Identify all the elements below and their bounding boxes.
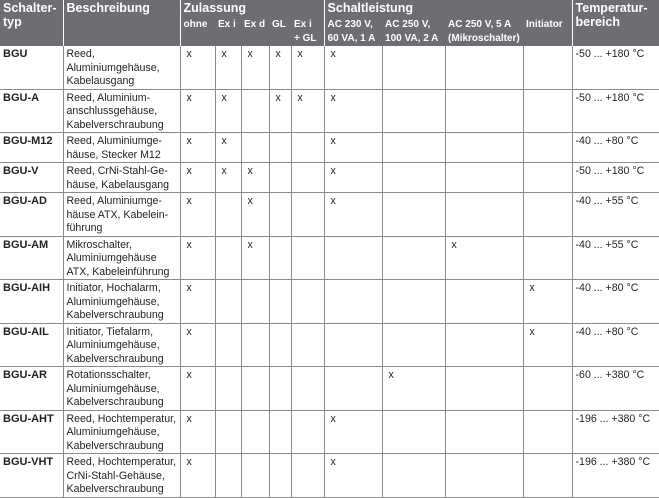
- mark-gl: [269, 133, 291, 163]
- table-row: [0, 133, 659, 163]
- mark-exi: x: [215, 89, 241, 133]
- mark-ac250a: x: [382, 367, 445, 411]
- mark-gl: [269, 236, 291, 280]
- header-ex-d: Ex d: [241, 16, 269, 46]
- description-cell: Mikroschalter, Aluminiumgehäuse ATX, Kabeleinführung: [63, 236, 180, 280]
- description-cell: Initiator, Hochalarm, Aluminiumgehäuse, Kabelverschraubung: [63, 280, 180, 324]
- table-row: [0, 236, 659, 280]
- mark-ac250a: [382, 236, 445, 280]
- description-cell: Reed, Aluminiumge- häuse, Stecker M12: [63, 133, 180, 163]
- table-row: [0, 193, 659, 237]
- mark-ac250b: [445, 454, 523, 498]
- mark-initiator: [523, 454, 572, 498]
- mark-exi: [215, 236, 241, 280]
- mark-ohne: x: [180, 89, 215, 133]
- switch-type-name: BGU-AD: [0, 193, 63, 237]
- mark-ac250b: [445, 163, 523, 193]
- mark-exigl: [291, 133, 324, 163]
- mark-ohne: x: [180, 133, 215, 163]
- mark-ohne: x: [180, 410, 215, 454]
- mark-exd: x: [241, 163, 269, 193]
- table-row: [0, 367, 659, 411]
- switch-type-name: BGU-V: [0, 163, 63, 193]
- temperature-range: -60 ... +380 °C: [572, 367, 659, 411]
- table-row: [0, 46, 659, 89]
- mark-initiator: [523, 163, 572, 193]
- temperature-range: -196 ... +380 °C: [572, 410, 659, 454]
- mark-exigl: [291, 280, 324, 324]
- mark-ac250a: [382, 410, 445, 454]
- switch-type-name: BGU-AR: [0, 367, 63, 411]
- temperature-range: -40 ... +80 °C: [572, 133, 659, 163]
- mark-initiator: [523, 46, 572, 89]
- mark-ohne: x: [180, 323, 215, 367]
- mark-gl: [269, 193, 291, 237]
- header-gl: GL: [269, 16, 291, 46]
- mark-initiator: [523, 367, 572, 411]
- mark-ac230: x: [324, 163, 382, 193]
- mark-exi: [215, 410, 241, 454]
- mark-ac250b: [445, 193, 523, 237]
- table-row: [0, 280, 659, 324]
- mark-gl: [269, 454, 291, 498]
- header-ohne: ohne: [180, 16, 215, 46]
- mark-exi: x: [215, 163, 241, 193]
- mark-exi: [215, 323, 241, 367]
- header-ex-i: Ex i: [215, 16, 241, 46]
- mark-exi: [215, 367, 241, 411]
- mark-initiator: x: [523, 323, 572, 367]
- mark-ac250a: [382, 46, 445, 89]
- mark-exd: [241, 323, 269, 367]
- mark-ac230: x: [324, 410, 382, 454]
- mark-exd: x: [241, 193, 269, 237]
- mark-initiator: [523, 89, 572, 133]
- mark-ac250a: [382, 454, 445, 498]
- description-cell: Rotationsschalter, Aluminiumgehäuse, Kabelverschraubung: [63, 367, 180, 411]
- mark-exd: [241, 367, 269, 411]
- mark-ac230: [324, 280, 382, 324]
- mark-ohne: x: [180, 193, 215, 237]
- mark-ac230: x: [324, 89, 382, 133]
- description-cell: Reed, Aluminiumge- häuse ATX, Kabelein- führung: [63, 193, 180, 237]
- header-initiator: Initiator: [523, 16, 572, 46]
- mark-ac250b: [445, 367, 523, 411]
- temperature-range: -40 ... +55 °C: [572, 236, 659, 280]
- header-beschreibung: Beschreibung: [63, 0, 180, 46]
- header-temperaturbereich: Temperatur- bereich: [572, 0, 659, 46]
- table-row: [0, 163, 659, 193]
- switch-type-name: BGU-AIL: [0, 323, 63, 367]
- mark-ac250a: [382, 89, 445, 133]
- description-cell: Reed, Aluminium- anschlussgehäuse, Kabelverschraubung: [63, 89, 180, 133]
- temperature-range: -50 ... +180 °C: [572, 163, 659, 193]
- mark-exd: [241, 133, 269, 163]
- mark-ac230: x: [324, 193, 382, 237]
- mark-initiator: [523, 236, 572, 280]
- header-ex-i-gl: Ex i + GL: [291, 16, 324, 46]
- switch-type-name: BGU-VHT: [0, 454, 63, 498]
- table-row: [0, 454, 659, 498]
- switch-type-name: BGU-M12: [0, 133, 63, 163]
- table-row: [0, 323, 659, 367]
- mark-exigl: [291, 323, 324, 367]
- temperature-range: -40 ... +80 °C: [572, 280, 659, 324]
- mark-ohne: x: [180, 280, 215, 324]
- mark-exi: [215, 193, 241, 237]
- mark-exd: x: [241, 46, 269, 89]
- header-ac230: AC 230 V, 60 VA, 1 A: [324, 16, 382, 46]
- mark-exigl: [291, 367, 324, 411]
- header-schaltleistung: Schaltleistung: [324, 0, 572, 16]
- mark-gl: x: [269, 46, 291, 89]
- mark-exigl: x: [291, 89, 324, 133]
- mark-gl: [269, 367, 291, 411]
- mark-initiator: x: [523, 280, 572, 324]
- description-cell: Reed, CrNi-Stahl-Ge- häuse, Kabelausgang: [63, 163, 180, 193]
- switch-type-name: BGU-AHT: [0, 410, 63, 454]
- mark-initiator: [523, 410, 572, 454]
- mark-ac250b: [445, 410, 523, 454]
- mark-exd: x: [241, 236, 269, 280]
- mark-gl: x: [269, 89, 291, 133]
- mark-initiator: [523, 193, 572, 237]
- header-schaltertyp: Schalter- typ: [0, 0, 63, 46]
- switch-type-name: BGU-A: [0, 89, 63, 133]
- mark-ohne: x: [180, 46, 215, 89]
- header-ac250-mikroschalter: AC 250 V, 5 A (Mikroschalter): [445, 16, 523, 46]
- mark-ac250a: [382, 193, 445, 237]
- mark-gl: [269, 410, 291, 454]
- mark-ac230: [324, 323, 382, 367]
- mark-exigl: [291, 410, 324, 454]
- mark-ac250a: [382, 323, 445, 367]
- table-row: [0, 89, 659, 133]
- mark-ohne: x: [180, 163, 215, 193]
- mark-gl: [269, 163, 291, 193]
- mark-ac230: [324, 367, 382, 411]
- mark-ac250b: [445, 323, 523, 367]
- mark-exigl: [291, 236, 324, 280]
- mark-exigl: x: [291, 46, 324, 89]
- mark-ac250b: [445, 280, 523, 324]
- mark-exd: [241, 280, 269, 324]
- temperature-range: -40 ... +55 °C: [572, 193, 659, 237]
- mark-ac250b: [445, 46, 523, 89]
- mark-exi: x: [215, 133, 241, 163]
- temperature-range: -50 ... +180 °C: [572, 89, 659, 133]
- mark-ac250a: [382, 133, 445, 163]
- mark-exigl: [291, 454, 324, 498]
- mark-initiator: [523, 133, 572, 163]
- table-row: [0, 410, 659, 454]
- mark-ac250b: x: [445, 236, 523, 280]
- mark-ac250b: [445, 133, 523, 163]
- mark-ohne: x: [180, 236, 215, 280]
- description-cell: Initiator, Tiefalarm, Aluminiumgehäuse, Kabelverschraubung: [63, 323, 180, 367]
- temperature-range: -196 ... +380 °C: [572, 454, 659, 498]
- mark-exi: [215, 280, 241, 324]
- mark-exi: [215, 454, 241, 498]
- header-ac250-100va: AC 250 V, 100 VA, 2 A: [382, 16, 445, 46]
- mark-exd: [241, 410, 269, 454]
- header-zulassung: Zulassung: [180, 0, 324, 16]
- switch-type-name: BGU-AM: [0, 236, 63, 280]
- switch-type-name: BGU: [0, 46, 63, 89]
- mark-exd: [241, 89, 269, 133]
- mark-ac250b: [445, 89, 523, 133]
- mark-ac230: x: [324, 133, 382, 163]
- mark-ac230: [324, 236, 382, 280]
- mark-exi: x: [215, 46, 241, 89]
- mark-ac230: x: [324, 46, 382, 89]
- mark-ac250a: [382, 163, 445, 193]
- description-cell: Reed, Hochtemperatur, CrNi-Stahl-Gehäuse, Kabelverschraubung: [63, 454, 180, 498]
- mark-ohne: x: [180, 454, 215, 498]
- switch-type-name: BGU-AIH: [0, 280, 63, 324]
- mark-ac250a: [382, 280, 445, 324]
- temperature-range: -40 ... +80 °C: [572, 323, 659, 367]
- mark-exd: [241, 454, 269, 498]
- mark-ac230: x: [324, 454, 382, 498]
- mark-ohne: x: [180, 367, 215, 411]
- mark-gl: [269, 323, 291, 367]
- temperature-range: -50 ... +180 °C: [572, 46, 659, 89]
- description-cell: Reed, Aluminiumgehäuse, Kabelausgang: [63, 46, 180, 89]
- mark-gl: [269, 280, 291, 324]
- mark-exigl: [291, 163, 324, 193]
- description-cell: Reed, Hochtemperatur, Aluminiumgehäuse, Kabelverschraubung: [63, 410, 180, 454]
- mark-exigl: [291, 193, 324, 237]
